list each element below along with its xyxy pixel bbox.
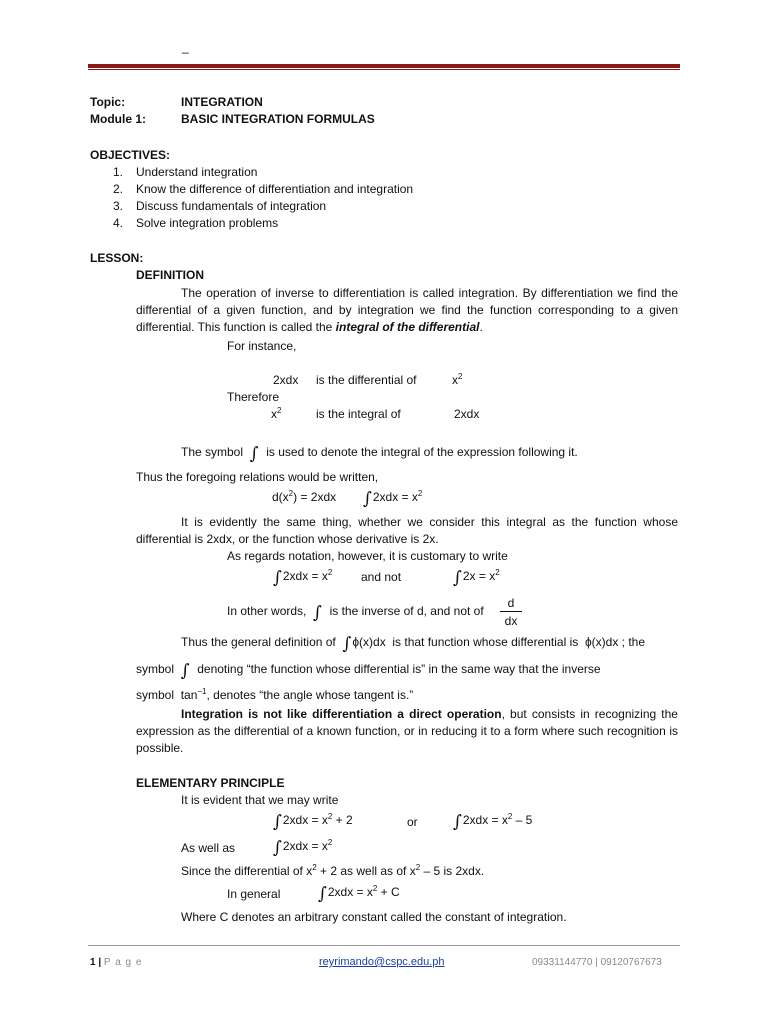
page-indicator: 1 | P a g e bbox=[90, 957, 143, 968]
integral-of-differential-term: integral of the differential bbox=[335, 320, 480, 334]
objective-item: Solve integration problems bbox=[136, 216, 279, 230]
objective-item: Understand integration bbox=[136, 165, 258, 179]
integral-sign: ∫ bbox=[273, 568, 282, 588]
integral-sign: ∫ bbox=[313, 603, 322, 623]
integral-sign: ∫ bbox=[249, 444, 259, 464]
footer-phone-numbers: 09331144770 | 09120767673 bbox=[532, 957, 662, 968]
in-general-label: In general bbox=[227, 887, 281, 901]
integral-sign: ∫ bbox=[273, 838, 282, 858]
notation-sentence: As regards notation, however, it is customary to write bbox=[227, 549, 508, 563]
notation-correct: $\int 2xdx = x^2$ bbox=[273, 568, 333, 588]
evident-paragraph: It is evidently the same thing, whether we consider this integral as the function whose differential is 2xdx, or the function whose derivative is 2x. bbox=[136, 515, 678, 546]
general-definition-sentence: Thus the general definition of ∫ϕ(x)dx is that function whose differential is ϕ(x)dx ; the bbox=[181, 634, 646, 654]
equation-minus-five: $\int 2xdx = x^2 - 5$ bbox=[453, 812, 533, 832]
example-function: $x^2$ bbox=[271, 406, 282, 421]
relation-integral: $\int 2xdx = x^2$ bbox=[363, 489, 423, 509]
module-value: BASIC INTEGRATION FORMULAS bbox=[181, 112, 375, 126]
lesson-heading: LESSON: bbox=[90, 251, 144, 265]
inverse-sentence: In other words, ∫ is the inverse of d, and not of bbox=[227, 603, 484, 623]
foregoing-sentence: Thus the foregoing relations would be written, bbox=[136, 470, 379, 484]
as-well-as-label: As well as bbox=[181, 841, 236, 855]
therefore-label: Therefore bbox=[227, 390, 280, 404]
symbol-denoting-sentence: symbol ∫ denoting “the function whose differential is” in the same way that the inverse bbox=[136, 661, 601, 681]
header-rule-thin bbox=[88, 69, 680, 70]
module-label: Module 1: bbox=[90, 112, 146, 126]
definition-paragraph: The operation of inverse to differentiation is called integration. By differentiation we find the differential of a given function, and by integration we find the function corresponding to a given differential. This function is called the integral of the differential. bbox=[136, 286, 678, 334]
integral-sign: ∫ bbox=[342, 634, 352, 654]
example-relation: is the integral of bbox=[316, 407, 401, 421]
equation-plus-two: $\int 2xdx = x^2 + 2$ bbox=[273, 812, 353, 832]
objectives-heading: OBJECTIVES: bbox=[90, 148, 171, 162]
topic-value: INTEGRATION bbox=[181, 95, 263, 109]
direct-operation-paragraph: Integration is not like differentiation a direct operation, but consists in recognizing the expression as the differential of a known function, or in reducing it to a form where such recognition is possible. bbox=[136, 707, 678, 755]
integral-sign: ∫ bbox=[453, 568, 462, 588]
objective-item: Discuss fundamentals of integration bbox=[136, 199, 327, 213]
tangent-sentence: symbol $\tan^{-1}$, denotes “the angle whose tangent is.” bbox=[136, 687, 414, 702]
symbol-sentence: The symbol ∫ is used to denote the integral of the expression following it. bbox=[181, 444, 578, 464]
integral-sign: ∫ bbox=[453, 812, 462, 832]
elementary-heading: ELEMENTARY PRINCIPLE bbox=[136, 776, 285, 790]
footer-rule bbox=[88, 945, 680, 946]
or-label: or bbox=[407, 815, 418, 829]
integral-sign: ∫ bbox=[180, 661, 190, 681]
example-differential: 2xdx bbox=[273, 373, 299, 387]
objective-item: Know the difference of differentiation and integration bbox=[136, 182, 414, 196]
constant-sentence: Where C denotes an arbitrary constant called the constant of integration. bbox=[181, 910, 567, 924]
header-mark: _ bbox=[182, 40, 189, 54]
example-relation: is the differential of bbox=[316, 373, 417, 387]
evident-sentence: It is evident that we may write bbox=[181, 793, 339, 807]
definition-heading: DEFINITION bbox=[136, 268, 204, 282]
example-differential: 2xdx bbox=[454, 407, 480, 421]
and-not-label: and not bbox=[361, 570, 402, 584]
equation-general: $\int 2xdx = x^2 + C$ bbox=[318, 884, 400, 904]
notation-incorrect: $\int 2x = x^2$ bbox=[453, 568, 500, 588]
topic-label: Topic: bbox=[90, 95, 126, 109]
relation-d: $d(x^2) = 2xdx$ bbox=[272, 489, 337, 504]
footer-email-link[interactable]: reyrimando@cspc.edu.ph bbox=[319, 956, 445, 968]
equation-basic: $\int 2xdx = x^2$ bbox=[273, 838, 333, 858]
objective-number: 3. bbox=[113, 199, 124, 213]
integral-sign: ∫ bbox=[363, 489, 372, 509]
integral-sign: ∫ bbox=[318, 884, 327, 904]
for-instance: For instance, bbox=[227, 339, 297, 353]
objective-number: 2. bbox=[113, 182, 124, 196]
since-sentence: Since the differential of $x^2 + 2$ as well as of $x^2 - 5$ is 2xdx. bbox=[181, 863, 485, 878]
d-dx-fraction: $\frac{d}{dx}$ bbox=[500, 596, 522, 628]
integral-sign: ∫ bbox=[273, 812, 282, 832]
example-function: $x^2$ bbox=[452, 372, 463, 387]
header-rule bbox=[88, 64, 680, 68]
objective-number: 4. bbox=[113, 216, 124, 230]
objective-number: 1. bbox=[113, 165, 124, 179]
